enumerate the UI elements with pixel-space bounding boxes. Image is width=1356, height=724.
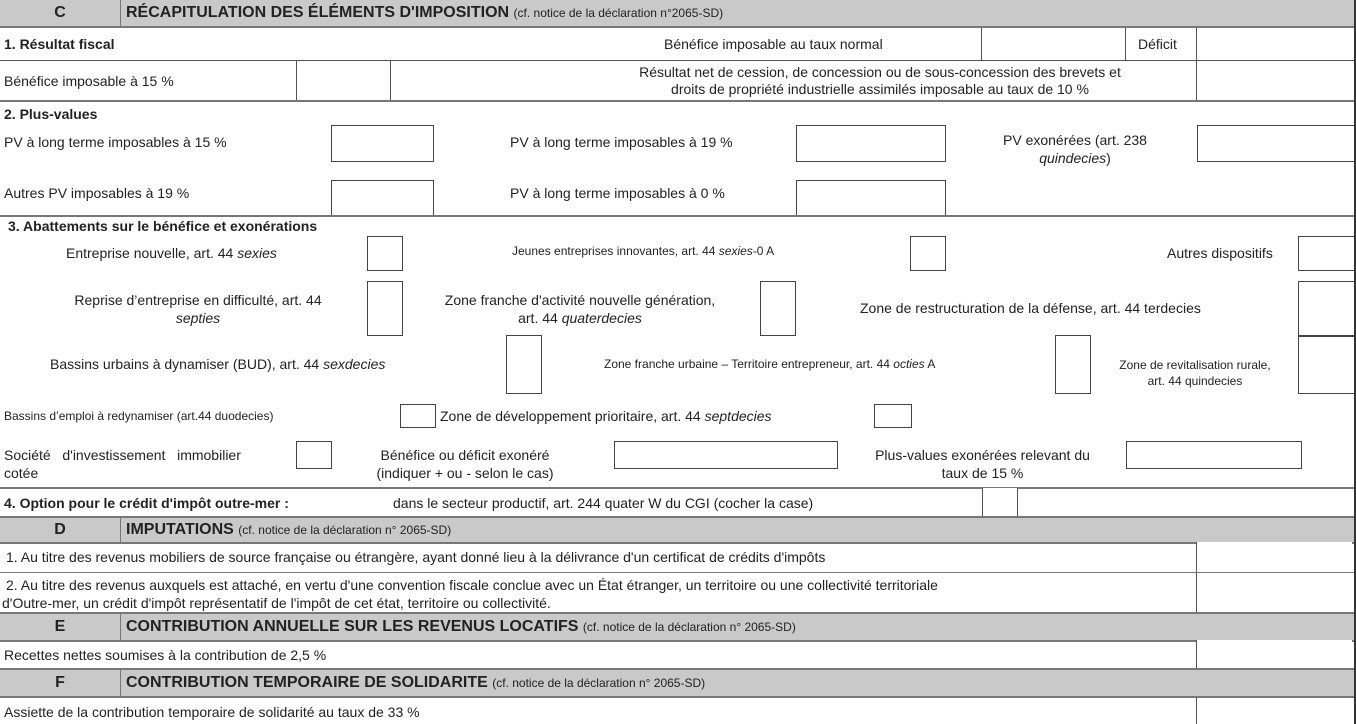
bud-italic: sexdecies xyxy=(323,356,386,372)
zfu-label xyxy=(604,357,935,371)
option-credit-heading: 4. Option pour le crédit d'impôt outre-mer : xyxy=(4,495,289,511)
zrd-checkbox[interactable] xyxy=(1298,281,1354,336)
entreprise-nouvelle-checkbox[interactable] xyxy=(367,236,403,271)
autres-pv-19-input[interactable] xyxy=(331,180,434,215)
zdp-label xyxy=(440,408,772,424)
zrr-label xyxy=(1092,357,1298,389)
divider xyxy=(0,572,1354,573)
section-f-note: (cf. notice de la déclaration n° 2065-SD) xyxy=(492,676,706,690)
section-f-letter: F xyxy=(0,670,121,696)
autres-dispositifs-label: Autres dispositifs xyxy=(1167,245,1273,261)
ber-label: Bassins d’emploi à redynamiser (art.44 duodecies) xyxy=(4,409,274,423)
divider xyxy=(0,487,1354,489)
zdp-checkbox[interactable] xyxy=(874,404,912,428)
resultat-fiscal-heading: 1. Résultat fiscal xyxy=(4,36,115,52)
zrr-label-line1: Zone de revitalisation rurale, xyxy=(1119,358,1271,372)
jei-label xyxy=(512,244,774,258)
brevets-label-line2: droits de propriété industrielle assimilés imposable au taux de 10 % xyxy=(671,81,1089,97)
assiette-input[interactable] xyxy=(1197,698,1352,724)
zfu-text: Zone franche urbaine – Territoire entrepreneur, art. 44 xyxy=(604,357,894,371)
divider xyxy=(1017,488,1018,516)
pv-exo-label xyxy=(960,131,1190,167)
zfu-checkbox[interactable] xyxy=(1055,335,1091,394)
section-e-title xyxy=(126,618,796,636)
section-d-title-text: IMPUTATIONS xyxy=(126,521,234,538)
section-d-header xyxy=(0,516,1354,544)
deficit-label: Déficit xyxy=(1138,36,1177,52)
section-e-letter: E xyxy=(0,614,121,640)
section-f-title xyxy=(126,674,705,692)
jei-text: Jeunes entreprises innovantes, art. 44 xyxy=(512,244,719,258)
siic-label xyxy=(4,446,241,482)
pv-exo-label-line2: quindecies xyxy=(1039,150,1107,166)
divider xyxy=(390,61,391,100)
benef-exo-input[interactable] xyxy=(614,441,838,469)
pv-lt-0-input[interactable] xyxy=(796,180,946,215)
zrr-label-line2: art. 44 quindecies xyxy=(1147,374,1243,388)
pv-exo15-input[interactable] xyxy=(1126,441,1302,469)
pv-exo15-label-line2: taux de 15 % xyxy=(941,465,1024,481)
deficit-input[interactable] xyxy=(1197,28,1352,60)
pv-exo-label-suffix: ) xyxy=(1106,150,1111,166)
divider xyxy=(0,215,1354,217)
entreprise-nouvelle-italic: sexies xyxy=(237,245,277,261)
zdp-text: Zone de développement prioritaire, art. 44 xyxy=(440,408,705,424)
imputation-line-2a: 2. Au titre des revenus auxquels est attaché, en vertu d'une convention fiscale conclue avec un État étranger, un territoire ou une collectivité territoriale xyxy=(6,577,938,593)
section-c-letter: C xyxy=(0,0,121,26)
benef-exo-label xyxy=(355,446,575,482)
bud-checkbox[interactable] xyxy=(506,335,542,394)
jei-suffix: -0 A xyxy=(752,244,775,258)
pv-lt-0-label: PV à long terme imposables à 0 % xyxy=(510,185,725,201)
zfang-label xyxy=(410,291,750,327)
pv-lt-19-input[interactable] xyxy=(796,125,946,162)
pv-lt-15-input[interactable] xyxy=(331,125,434,162)
autres-pv-19-label: Autres PV imposables à 19 % xyxy=(4,185,190,201)
zdp-italic: septdecies xyxy=(704,408,772,424)
section-f-header xyxy=(0,668,1354,698)
zfu-italic: octies xyxy=(893,357,925,371)
section-d-note: (cf. notice de la déclaration n° 2065-SD) xyxy=(238,523,452,537)
reprise-label-line2: septies xyxy=(175,310,221,326)
siic-checkbox[interactable] xyxy=(296,441,332,469)
zfang-checkbox[interactable] xyxy=(760,281,796,336)
benefice-15-input[interactable] xyxy=(297,61,390,100)
option-credit-text: dans le secteur productif, art. 244 quater W du CGI (cocher la case) xyxy=(393,495,814,511)
divider xyxy=(0,100,1354,102)
brevets-label xyxy=(540,64,1220,98)
reprise-label-line1: Reprise d’entreprise en difficulté, art. 44 xyxy=(74,292,322,308)
section-e-title-text: CONTRIBUTION ANNUELLE SUR LES REVENUS LOCATIFS xyxy=(126,618,579,635)
section-e-header xyxy=(0,612,1354,642)
pv-exo15-label xyxy=(840,446,1125,482)
pv-lt-15-label: PV à long terme imposables à 15 % xyxy=(4,134,227,150)
pv-exo-label-line1: PV exonérées (art. 238 xyxy=(1003,132,1147,148)
benefice-15-label: Bénéfice imposable à 15 % xyxy=(4,73,174,89)
imputation-1-input[interactable] xyxy=(1197,542,1352,572)
recettes-nettes-input[interactable] xyxy=(1197,640,1352,668)
abattements-heading: 3. Abattements sur le bénéfice et exonérations xyxy=(8,218,318,234)
imputation-line-2b: d'Outre-mer, un crédit d'impôt représentatif de l'impôt de cet état, territoire ou collectivité. xyxy=(2,595,551,611)
ber-checkbox[interactable] xyxy=(400,404,436,428)
autres-dispositifs-checkbox[interactable] xyxy=(1298,236,1354,271)
siic-label-line1: Société d'investissement immobilier xyxy=(4,447,241,463)
section-c-note: (cf. notice de la déclaration n°2065-SD) xyxy=(513,6,724,20)
bud-text: Bassins urbains à dynamiser (BUD), art. 44 xyxy=(50,356,324,372)
zrr-checkbox[interactable] xyxy=(1298,336,1354,394)
siic-label-line2: cotée xyxy=(4,465,39,481)
section-e-note: (cf. notice de la déclaration n° 2065-SD) xyxy=(582,620,796,634)
option-credit-checkbox[interactable] xyxy=(983,488,1017,516)
bud-label xyxy=(50,356,385,372)
imputation-2-input[interactable] xyxy=(1197,573,1352,612)
imputation-line-2 xyxy=(2,576,938,612)
brevets-input[interactable] xyxy=(1197,61,1352,100)
pv-exo15-label-line1: Plus-values exonérées relevant du xyxy=(875,447,1090,463)
section-c-title-text: RÉCAPITULATION DES ÉLÉMENTS D'IMPOSITION xyxy=(126,4,510,21)
divider xyxy=(0,60,1354,61)
benefice-normal-label: Bénéfice imposable au taux normal xyxy=(664,36,883,52)
entreprise-nouvelle-label xyxy=(66,245,277,261)
section-c-header xyxy=(0,0,1354,28)
pv-lt-19-label: PV à long terme imposables à 19 % xyxy=(510,134,733,150)
assiette-label: Assiette de la contribution temporaire de solidarité au taux de 33 % xyxy=(4,704,420,720)
recettes-nettes-label: Recettes nettes soumises à la contribution de 2,5 % xyxy=(4,647,327,663)
zfang-label-line1: Zone franche d'activité nouvelle génération, xyxy=(444,292,716,308)
benefice-normal-input[interactable] xyxy=(982,28,1125,60)
benef-exo-label-line1: Bénéfice ou déficit exonéré xyxy=(380,447,550,463)
divider xyxy=(1125,28,1126,60)
section-d-title xyxy=(126,521,451,539)
zrd-label: Zone de restructuration de la défense, art. 44 terdecies xyxy=(860,300,1201,316)
reprise-checkbox[interactable] xyxy=(367,281,403,336)
jei-checkbox[interactable] xyxy=(910,236,946,271)
brevets-label-line1: Résultat net de cession, de concession ou de sous-concession des brevets et xyxy=(639,64,1121,80)
entreprise-nouvelle-text: Entreprise nouvelle, art. 44 xyxy=(66,245,238,261)
plus-values-heading: 2. Plus-values xyxy=(4,106,98,122)
section-c-title xyxy=(126,4,723,22)
section-d-letter: D xyxy=(0,518,121,542)
zfang-label-line2: art. 44 xyxy=(518,310,562,326)
section-f-title-text: CONTRIBUTION TEMPORAIRE DE SOLIDARITE xyxy=(126,674,488,691)
zfu-suffix: A xyxy=(924,357,936,371)
benef-exo-label-line2: (indiquer + ou - selon le cas) xyxy=(376,465,554,481)
jei-italic: sexies xyxy=(718,244,753,258)
reprise-label xyxy=(40,291,356,327)
imputation-line-1: 1. Au titre des revenus mobiliers de source française ou étrangère, ayant donné lieu à la délivrance d'un certificat de crédits d'impôts xyxy=(6,549,826,565)
pv-exo-input[interactable] xyxy=(1197,125,1354,162)
zfang-label-italic: quaterdecies xyxy=(561,310,642,326)
